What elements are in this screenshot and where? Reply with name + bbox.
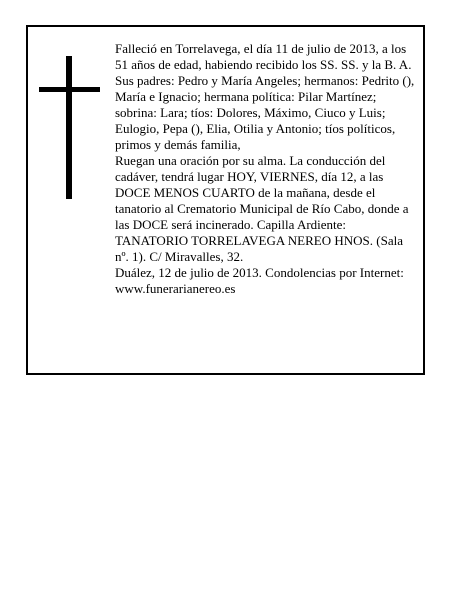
cross-vertical-bar <box>66 56 72 199</box>
family-list-paragraph: Sus padres: Pedro y María Angeles; hermanos: Pedrito (), María e Ignacio; hermana política: Pilar Martínez; sobrina: Lara; tíos: Dolores, Máximo, Ciuco y Luis; Eulogio, Pepa (), Elia, Otilia y Antonio; tíos políticos, primos y demás familia, <box>115 73 415 152</box>
latin-cross-icon <box>39 56 100 199</box>
obituary-text <box>115 41 419 297</box>
death-announcement-paragraph: Falleció en Torrelavega, el día 11 de julio de 2013, a los 51 años de edad, habiendo recibido los SS. SS. y la B. A. <box>115 41 412 72</box>
cross-horizontal-bar <box>39 87 100 92</box>
date-condolences-paragraph: Duález, 12 de julio de 2013. Condolencias por Internet: www.funerarianereo.es <box>115 265 404 296</box>
funeral-details-paragraph: Ruegan una oración por su alma. La conducción del cadáver, tendrá lugar HOY, VIERNES, día 12, a las DOCE MENOS CUARTO de la mañana, desde el tanatorio al Crematorio Municipal de Río Cabo, donde a las DOCE será incinerado. Capilla Ardiente: TANATORIO TORRELAVEGA NEREO HNOS. (Sala nº. 1). C/ Miravalles, 32. <box>115 153 409 264</box>
obituary-notice <box>26 25 425 375</box>
